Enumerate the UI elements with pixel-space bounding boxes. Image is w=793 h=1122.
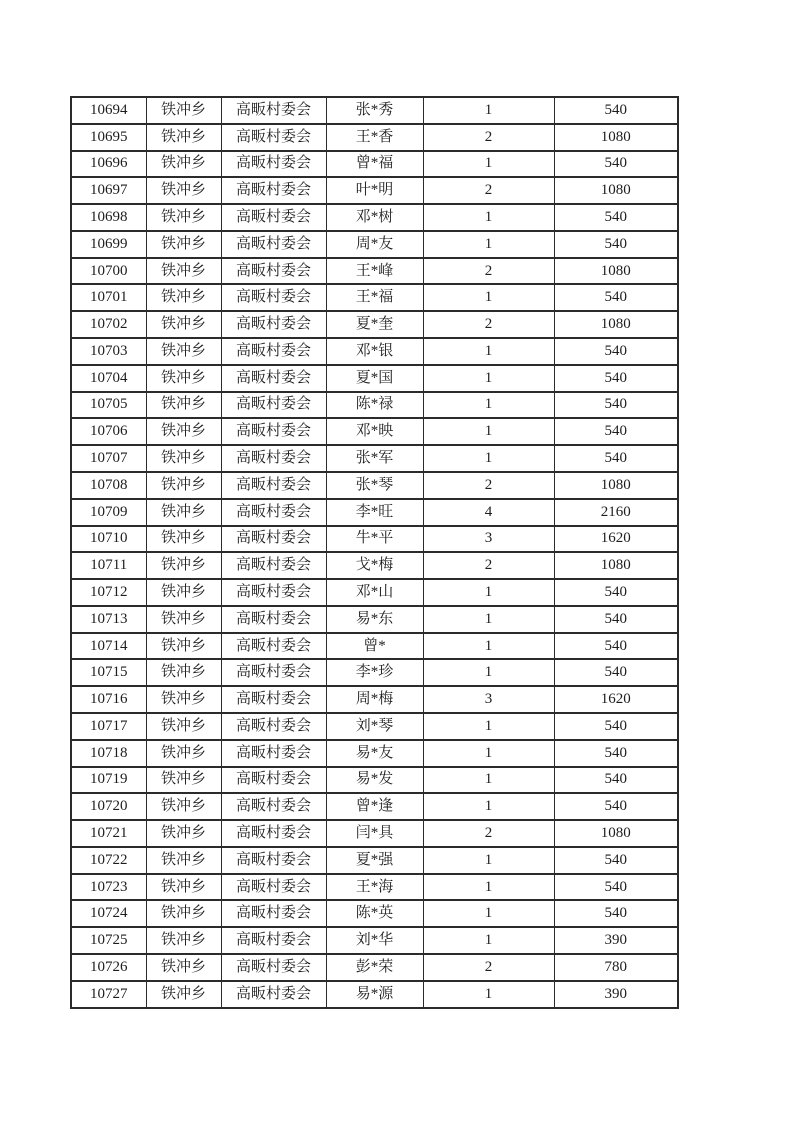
cell-amount: 540: [554, 418, 678, 445]
cell-id: 10726: [71, 954, 146, 981]
cell-name: 易*友: [326, 740, 423, 767]
cell-township: 铁冲乡: [146, 820, 221, 847]
table-row: [71, 526, 678, 553]
cell-name: 夏*国: [326, 365, 423, 392]
cell-id: 10714: [71, 633, 146, 660]
cell-amount: 1620: [554, 526, 678, 553]
cell-amount: 540: [554, 338, 678, 365]
cell-name: 曾*福: [326, 151, 423, 178]
table-row: [71, 713, 678, 740]
cell-amount: 1080: [554, 552, 678, 579]
cell-township: 铁冲乡: [146, 284, 221, 311]
table-row: [71, 338, 678, 365]
cell-amount: 540: [554, 767, 678, 794]
cell-name: 邓*映: [326, 418, 423, 445]
cell-amount: 1080: [554, 177, 678, 204]
cell-id: 10700: [71, 258, 146, 285]
cell-amount: 390: [554, 981, 678, 1008]
cell-id: 10696: [71, 151, 146, 178]
cell-name: 彭*荣: [326, 954, 423, 981]
cell-amount: 540: [554, 740, 678, 767]
cell-township: 铁冲乡: [146, 311, 221, 338]
cell-amount: 540: [554, 204, 678, 231]
cell-count: 2: [423, 124, 554, 151]
cell-amount: 540: [554, 847, 678, 874]
cell-village: 高畈村委会: [221, 151, 326, 178]
cell-count: 1: [423, 900, 554, 927]
table-row: [71, 579, 678, 606]
cell-township: 铁冲乡: [146, 365, 221, 392]
cell-village: 高畈村委会: [221, 820, 326, 847]
cell-name: 周*友: [326, 231, 423, 258]
cell-village: 高畈村委会: [221, 204, 326, 231]
cell-village: 高畈村委会: [221, 606, 326, 633]
cell-township: 铁冲乡: [146, 713, 221, 740]
cell-count: 1: [423, 981, 554, 1008]
cell-id: 10701: [71, 284, 146, 311]
cell-count: 1: [423, 633, 554, 660]
cell-count: 1: [423, 659, 554, 686]
cell-amount: 540: [554, 606, 678, 633]
cell-township: 铁冲乡: [146, 151, 221, 178]
cell-count: 1: [423, 445, 554, 472]
cell-village: 高畈村委会: [221, 659, 326, 686]
table-row: [71, 606, 678, 633]
cell-amount: 540: [554, 365, 678, 392]
cell-village: 高畈村委会: [221, 311, 326, 338]
table-row: [71, 793, 678, 820]
cell-amount: 540: [554, 151, 678, 178]
cell-name: 王*海: [326, 874, 423, 901]
table-row: [71, 820, 678, 847]
cell-amount: 1620: [554, 686, 678, 713]
table-row: [71, 954, 678, 981]
table-row: [71, 97, 678, 124]
cell-township: 铁冲乡: [146, 954, 221, 981]
cell-name: 陈*英: [326, 900, 423, 927]
cell-amount: 1080: [554, 258, 678, 285]
cell-name: 李*珍: [326, 659, 423, 686]
table-row: [71, 927, 678, 954]
cell-amount: 1080: [554, 124, 678, 151]
table-row: [71, 472, 678, 499]
cell-count: 1: [423, 793, 554, 820]
table-row: [71, 365, 678, 392]
cell-name: 曾*: [326, 633, 423, 660]
cell-township: 铁冲乡: [146, 793, 221, 820]
cell-count: 1: [423, 740, 554, 767]
cell-village: 高畈村委会: [221, 874, 326, 901]
cell-count: 3: [423, 526, 554, 553]
cell-name: 周*梅: [326, 686, 423, 713]
cell-village: 高畈村委会: [221, 231, 326, 258]
cell-township: 铁冲乡: [146, 392, 221, 419]
cell-village: 高畈村委会: [221, 365, 326, 392]
cell-id: 10724: [71, 900, 146, 927]
cell-village: 高畈村委会: [221, 124, 326, 151]
cell-name: 张*秀: [326, 97, 423, 124]
cell-id: 10711: [71, 552, 146, 579]
cell-amount: 540: [554, 659, 678, 686]
cell-id: 10704: [71, 365, 146, 392]
cell-amount: 390: [554, 927, 678, 954]
cell-name: 张*军: [326, 445, 423, 472]
cell-id: 10727: [71, 981, 146, 1008]
cell-township: 铁冲乡: [146, 204, 221, 231]
cell-id: 10720: [71, 793, 146, 820]
cell-id: 10717: [71, 713, 146, 740]
cell-village: 高畈村委会: [221, 472, 326, 499]
table-row: [71, 552, 678, 579]
cell-count: 4: [423, 499, 554, 526]
cell-township: 铁冲乡: [146, 418, 221, 445]
cell-id: 10697: [71, 177, 146, 204]
cell-name: 王*峰: [326, 258, 423, 285]
cell-village: 高畈村委会: [221, 284, 326, 311]
cell-village: 高畈村委会: [221, 686, 326, 713]
cell-name: 牛*平: [326, 526, 423, 553]
cell-village: 高畈村委会: [221, 177, 326, 204]
cell-count: 1: [423, 874, 554, 901]
cell-village: 高畈村委会: [221, 552, 326, 579]
cell-amount: 540: [554, 97, 678, 124]
cell-amount: 540: [554, 445, 678, 472]
cell-village: 高畈村委会: [221, 97, 326, 124]
cell-count: 1: [423, 151, 554, 178]
cell-count: 1: [423, 97, 554, 124]
cell-name: 夏*奎: [326, 311, 423, 338]
cell-count: 2: [423, 552, 554, 579]
cell-id: 10723: [71, 874, 146, 901]
cell-township: 铁冲乡: [146, 579, 221, 606]
cell-village: 高畈村委会: [221, 713, 326, 740]
cell-id: 10713: [71, 606, 146, 633]
cell-township: 铁冲乡: [146, 177, 221, 204]
cell-village: 高畈村委会: [221, 338, 326, 365]
cell-name: 闫*具: [326, 820, 423, 847]
cell-name: 张*琴: [326, 472, 423, 499]
cell-name: 叶*明: [326, 177, 423, 204]
table-row: [71, 258, 678, 285]
cell-id: 10721: [71, 820, 146, 847]
cell-count: 2: [423, 820, 554, 847]
cell-id: 10702: [71, 311, 146, 338]
cell-village: 高畈村委会: [221, 740, 326, 767]
cell-name: 夏*强: [326, 847, 423, 874]
cell-name: 邓*树: [326, 204, 423, 231]
cell-name: 曾*逢: [326, 793, 423, 820]
table-row: [71, 686, 678, 713]
cell-township: 铁冲乡: [146, 97, 221, 124]
cell-village: 高畈村委会: [221, 258, 326, 285]
cell-village: 高畈村委会: [221, 392, 326, 419]
cell-id: 10695: [71, 124, 146, 151]
cell-township: 铁冲乡: [146, 526, 221, 553]
cell-count: 2: [423, 311, 554, 338]
cell-count: 1: [423, 847, 554, 874]
table-row: [71, 659, 678, 686]
cell-township: 铁冲乡: [146, 445, 221, 472]
cell-id: 10718: [71, 740, 146, 767]
cell-amount: 540: [554, 284, 678, 311]
cell-name: 刘*琴: [326, 713, 423, 740]
cell-count: 2: [423, 258, 554, 285]
table-row: [71, 204, 678, 231]
cell-count: 1: [423, 579, 554, 606]
cell-count: 3: [423, 686, 554, 713]
cell-count: 1: [423, 713, 554, 740]
cell-count: 1: [423, 204, 554, 231]
cell-amount: 540: [554, 579, 678, 606]
table-row: [71, 418, 678, 445]
cell-count: 1: [423, 767, 554, 794]
cell-amount: 540: [554, 713, 678, 740]
cell-id: 10722: [71, 847, 146, 874]
table-row: [71, 499, 678, 526]
table-row: [71, 124, 678, 151]
cell-count: 1: [423, 418, 554, 445]
cell-id: 10707: [71, 445, 146, 472]
cell-count: 1: [423, 231, 554, 258]
cell-count: 1: [423, 927, 554, 954]
cell-name: 易*发: [326, 767, 423, 794]
cell-township: 铁冲乡: [146, 633, 221, 660]
cell-id: 10716: [71, 686, 146, 713]
cell-township: 铁冲乡: [146, 981, 221, 1008]
cell-village: 高畈村委会: [221, 418, 326, 445]
beneficiary-table: [70, 96, 679, 1009]
cell-village: 高畈村委会: [221, 579, 326, 606]
cell-name: 易*源: [326, 981, 423, 1008]
cell-name: 王*香: [326, 124, 423, 151]
cell-name: 戈*梅: [326, 552, 423, 579]
cell-amount: 540: [554, 793, 678, 820]
cell-township: 铁冲乡: [146, 740, 221, 767]
cell-village: 高畈村委会: [221, 981, 326, 1008]
cell-village: 高畈村委会: [221, 526, 326, 553]
cell-township: 铁冲乡: [146, 124, 221, 151]
cell-township: 铁冲乡: [146, 874, 221, 901]
cell-township: 铁冲乡: [146, 900, 221, 927]
cell-id: 10710: [71, 526, 146, 553]
cell-amount: 1080: [554, 820, 678, 847]
cell-amount: 1080: [554, 311, 678, 338]
cell-amount: 540: [554, 392, 678, 419]
cell-amount: 540: [554, 900, 678, 927]
cell-township: 铁冲乡: [146, 927, 221, 954]
cell-township: 铁冲乡: [146, 258, 221, 285]
cell-village: 高畈村委会: [221, 954, 326, 981]
table-row: [71, 900, 678, 927]
cell-amount: 540: [554, 231, 678, 258]
table-row: [71, 284, 678, 311]
cell-id: 10725: [71, 927, 146, 954]
cell-village: 高畈村委会: [221, 499, 326, 526]
cell-village: 高畈村委会: [221, 767, 326, 794]
cell-id: 10712: [71, 579, 146, 606]
cell-amount: 1080: [554, 472, 678, 499]
cell-amount: 540: [554, 633, 678, 660]
table-row: [71, 177, 678, 204]
cell-village: 高畈村委会: [221, 900, 326, 927]
cell-village: 高畈村委会: [221, 793, 326, 820]
table-row: [71, 874, 678, 901]
cell-id: 10703: [71, 338, 146, 365]
table-row: [71, 151, 678, 178]
cell-township: 铁冲乡: [146, 472, 221, 499]
cell-id: 10709: [71, 499, 146, 526]
cell-township: 铁冲乡: [146, 606, 221, 633]
cell-amount: 2160: [554, 499, 678, 526]
table-row: [71, 231, 678, 258]
cell-count: 1: [423, 392, 554, 419]
cell-amount: 780: [554, 954, 678, 981]
cell-id: 10699: [71, 231, 146, 258]
cell-id: 10715: [71, 659, 146, 686]
cell-count: 1: [423, 606, 554, 633]
cell-village: 高畈村委会: [221, 847, 326, 874]
cell-village: 高畈村委会: [221, 927, 326, 954]
cell-id: 10706: [71, 418, 146, 445]
cell-id: 10694: [71, 97, 146, 124]
cell-count: 2: [423, 954, 554, 981]
cell-count: 2: [423, 177, 554, 204]
cell-township: 铁冲乡: [146, 686, 221, 713]
cell-village: 高畈村委会: [221, 445, 326, 472]
cell-township: 铁冲乡: [146, 231, 221, 258]
cell-name: 邓*山: [326, 579, 423, 606]
cell-count: 1: [423, 338, 554, 365]
table-body: [71, 97, 678, 1008]
cell-name: 刘*华: [326, 927, 423, 954]
cell-township: 铁冲乡: [146, 659, 221, 686]
cell-village: 高畈村委会: [221, 633, 326, 660]
cell-township: 铁冲乡: [146, 499, 221, 526]
cell-amount: 540: [554, 874, 678, 901]
table-row: [71, 445, 678, 472]
cell-count: 1: [423, 365, 554, 392]
cell-township: 铁冲乡: [146, 847, 221, 874]
table-row: [71, 847, 678, 874]
table-row: [71, 633, 678, 660]
cell-id: 10705: [71, 392, 146, 419]
cell-count: 2: [423, 472, 554, 499]
table-row: [71, 740, 678, 767]
cell-name: 邓*银: [326, 338, 423, 365]
table-row: [71, 981, 678, 1008]
cell-name: 陈*禄: [326, 392, 423, 419]
cell-township: 铁冲乡: [146, 552, 221, 579]
cell-name: 李*旺: [326, 499, 423, 526]
table-row: [71, 311, 678, 338]
cell-id: 10719: [71, 767, 146, 794]
cell-name: 易*东: [326, 606, 423, 633]
table-row: [71, 392, 678, 419]
cell-id: 10708: [71, 472, 146, 499]
cell-township: 铁冲乡: [146, 767, 221, 794]
cell-township: 铁冲乡: [146, 338, 221, 365]
cell-count: 1: [423, 284, 554, 311]
cell-id: 10698: [71, 204, 146, 231]
table-row: [71, 767, 678, 794]
cell-name: 王*福: [326, 284, 423, 311]
